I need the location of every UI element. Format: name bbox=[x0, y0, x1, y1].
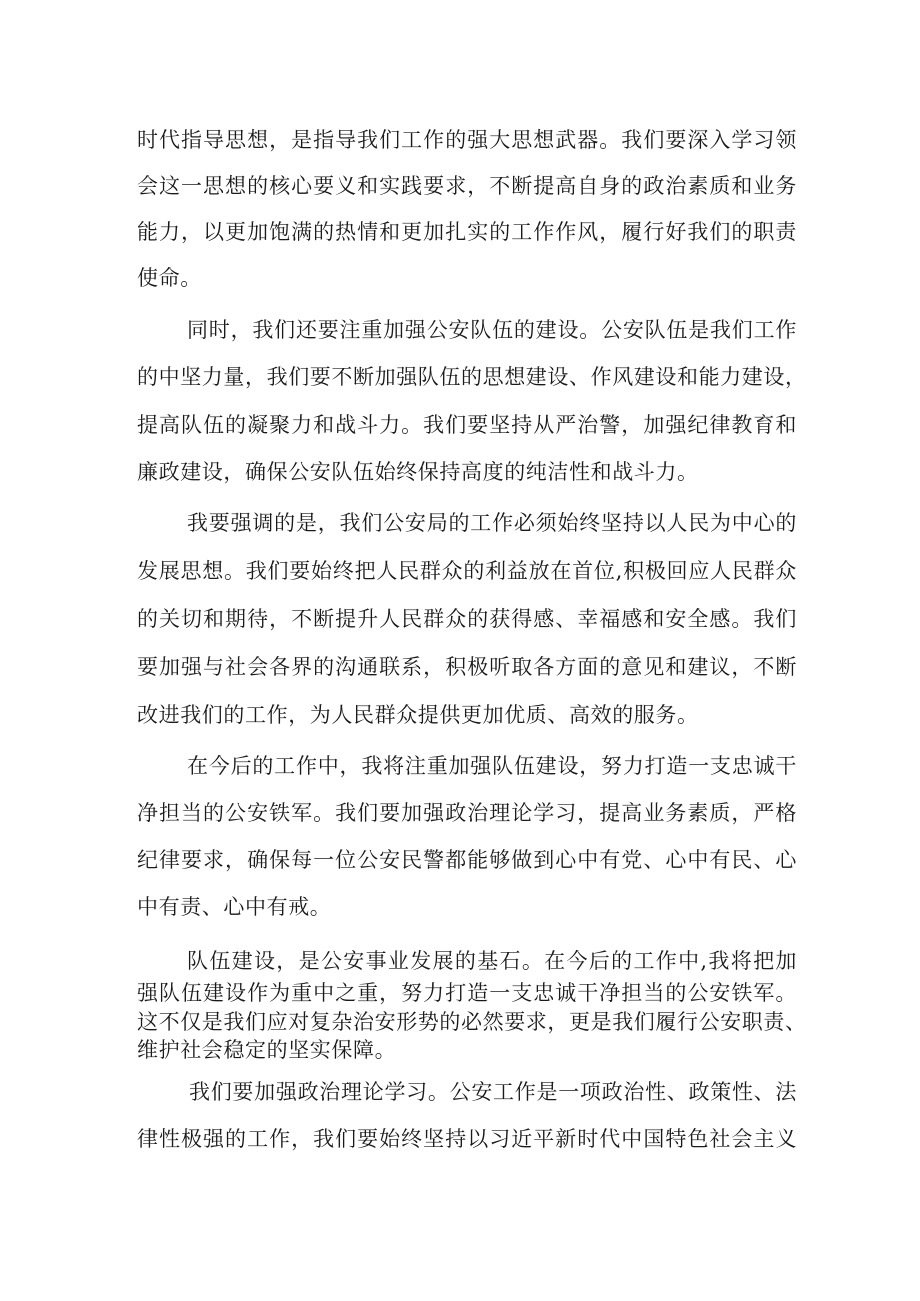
paragraph-1-line-2: 会这一思想的核心要义和实践要求，不断提高自身的政治素质和业务 bbox=[137, 174, 797, 198]
paragraph-4-line-2: 净担当的公安铁军。我们要加强政治理论学习，提高业务素质，严格 bbox=[137, 801, 797, 825]
paragraph-5-line-1: 队伍建设，是公安事业发展的基石。在今后的工作中,我将把加 bbox=[187, 949, 797, 973]
paragraph-3-line-2: 发展思想。我们要始终把人民群众的利益放在首位,积极回应人民群众 bbox=[137, 559, 797, 583]
paragraph-1-line-4: 使命。 bbox=[137, 266, 202, 290]
paragraph-1-line-1: 时代指导思想，是指导我们工作的强大思想武器。我们要深入学习领 bbox=[137, 128, 797, 152]
paragraph-2-line-2: 的中坚力量，我们要不断加强队伍的思想建设、作风建设和能力建设， bbox=[137, 365, 807, 389]
paragraph-5-line-2: 强队伍建设作为重中之重，努力打造一支忠诚干净担当的公安铁军。 bbox=[137, 981, 797, 1005]
paragraph-2-line-4: 廉政建设，确保公安队伍始终保持高度的纯洁性和战斗力。 bbox=[137, 460, 699, 484]
paragraph-6-line-1: 我们要加强政治理论学习。公安工作是一项政治性、政策性、法 bbox=[189, 1080, 797, 1104]
paragraph-5-line-3: 这不仅是我们应对复杂治安形势的必然要求，更是我们履行公安职责、 bbox=[137, 1010, 807, 1034]
paragraph-2-line-1: 同时，我们还要注重加强公安队伍的建设。公安队伍是我们工作 bbox=[187, 318, 797, 342]
paragraph-5-line-4: 维护社会稳定的坚实保障。 bbox=[137, 1038, 397, 1062]
paragraph-4-line-3: 纪律要求，确保每一位公安民警都能够做到心中有党、心中有民、心 bbox=[137, 848, 797, 872]
paragraph-1-line-3: 能力，以更加饱满的热情和更加扎实的工作作风，履行好我们的职责 bbox=[137, 220, 797, 244]
paragraph-3-line-4: 要加强与社会各界的沟通联系，积极听取各方面的意见和建议，不断 bbox=[137, 655, 797, 679]
paragraph-3-line-1: 我要强调的是，我们公安局的工作必须始终坚持以人民为中心的 bbox=[187, 511, 797, 535]
paragraph-4-line-4: 中有责、心中有戒。 bbox=[137, 895, 332, 919]
paragraph-2-line-3: 提高队伍的凝聚力和战斗力。我们要坚持从严治警，加强纪律教育和 bbox=[137, 413, 797, 437]
paragraph-3-line-3: 的关切和期待，不断提升人民群众的获得感、幸福感和安全感。我们 bbox=[137, 607, 797, 631]
paragraph-3-line-5: 改进我们的工作，为人民群众提供更加优质、高效的服务。 bbox=[137, 703, 699, 727]
paragraph-6-line-2: 律性极强的工作，我们要始终坚持以习近平新时代中国特色社会主义 bbox=[137, 1127, 797, 1151]
paragraph-4-line-1: 在今后的工作中，我将注重加强队伍建设，努力打造一支忠诚干 bbox=[187, 754, 797, 778]
